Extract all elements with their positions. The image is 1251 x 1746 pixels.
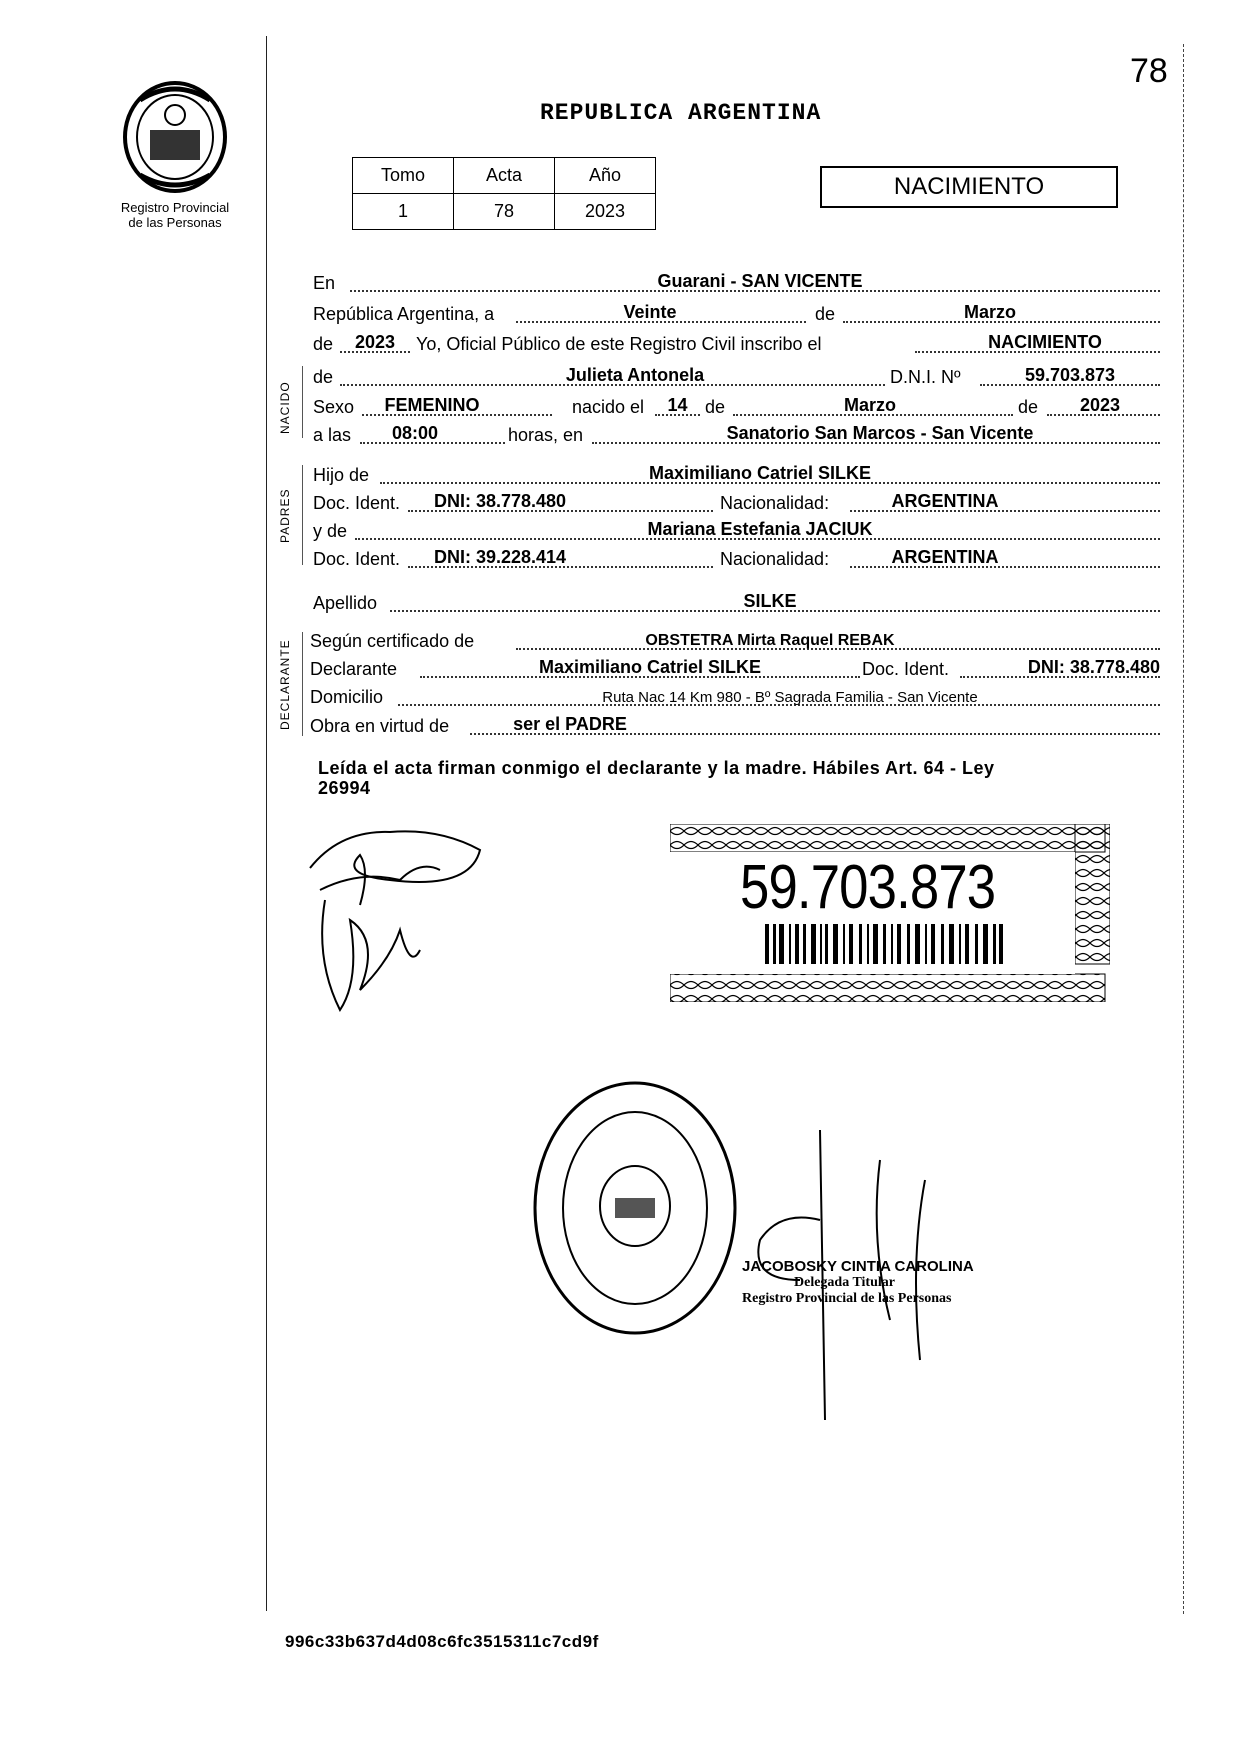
day-words-value: Veinte (623, 302, 677, 322)
row-child-name (310, 364, 1160, 388)
closing-text-line2: 26994 (318, 778, 371, 798)
certificado-label: Según certificado de (310, 631, 475, 651)
row-year (310, 331, 1160, 355)
father-doc-value: DNI: 38.778.480 (433, 491, 567, 511)
left-margin-line (266, 36, 267, 1611)
child-dni-value: 59.703.873 (1024, 365, 1116, 385)
hijo-de-label: Hijo de (313, 465, 370, 485)
de3-label: de (313, 367, 334, 387)
domicilio-value: Ruta Nac 14 Km 980 - Bº Sagrada Familia - San Vicente (602, 689, 978, 706)
nacionalidad2-label: Nacionalidad: (720, 549, 830, 569)
row-mother-doc (310, 546, 1160, 570)
row-obra (310, 713, 1160, 737)
record-header-ano: Año (555, 158, 656, 194)
row-domicilio (310, 684, 1160, 708)
row-time-place (310, 422, 1160, 446)
declarante-value: Maximiliano Catriel SILKE (538, 657, 762, 677)
place-value: Guarani - SAN VICENTE (657, 271, 863, 291)
dni-barcode-label (670, 824, 1110, 1002)
record-type-box: NACIMIENTO (820, 166, 1118, 208)
de-label: de (815, 304, 836, 324)
yo-text: Yo, Oficial Público de este Registro Civil inscribo el (416, 334, 822, 354)
declarante-bar (302, 632, 303, 736)
birth-time-value: 08:00 (391, 423, 439, 443)
sexo-value: FEMENINO (384, 395, 480, 415)
record-table (352, 157, 656, 230)
closing-text-line1: Leída el acta firman conmigo el declarante y la madre. Hábiles Art. 64 - Ley (318, 758, 995, 778)
y-de-label: y de (313, 521, 348, 541)
birth-place-value: Sanatorio San Marcos - San Vicente (726, 423, 1034, 443)
barcode (765, 924, 1005, 964)
obra-label: Obra en virtud de (310, 716, 450, 736)
section-label-nacido: NACIDO (278, 381, 292, 434)
row-place (310, 270, 1160, 294)
record-header-tomo: Tomo (353, 158, 454, 194)
row-father-doc (310, 490, 1160, 514)
official-stamp (530, 1078, 740, 1338)
official-signature-block (742, 1258, 974, 1307)
horas-label: horas, en (508, 425, 584, 445)
official-title: Delegada Titular (794, 1275, 895, 1290)
record-value-tomo: 1 (353, 194, 454, 230)
obra-value: ser el PADRE (513, 714, 627, 734)
inscribo-tipo-value: NACIMIENTO (988, 332, 1102, 352)
row-date (310, 301, 1160, 325)
a-las-label: a las (313, 425, 352, 445)
doc-ident2-label: Doc. Ident. (313, 549, 401, 569)
mother-doc-value: DNI: 39.228.414 (433, 547, 567, 567)
year-value: 2023 (354, 332, 396, 352)
registry-name-line2: de las Personas (128, 215, 222, 230)
republica-label: República Argentina, a (313, 304, 495, 324)
section-label-padres: PADRES (278, 488, 292, 543)
mother-name-value: Mariana Estefania JACIUK (647, 519, 873, 539)
row-mother (310, 518, 1160, 542)
mother-nationality-value: ARGENTINA (891, 547, 999, 567)
father-name-value: Maximiliano Catriel SILKE (648, 463, 872, 483)
record-header-acta: Acta (454, 158, 555, 194)
row-declarante (310, 656, 1160, 680)
child-name-value: Julieta Antonela (565, 365, 705, 385)
row-apellido (310, 590, 1160, 614)
page-number: 78 (1130, 52, 1168, 90)
birth-month-value: Marzo (843, 395, 896, 415)
certificado-value: OBSTETRA Mirta Raquel REBAK (645, 632, 895, 649)
country-title: REPUBLICA ARGENTINA (540, 100, 822, 126)
nacido-el-label: nacido el (572, 397, 645, 417)
closing-text (318, 758, 1148, 798)
doc-ident3-label: Doc. Ident. (862, 659, 950, 679)
padres-bar (302, 465, 303, 565)
en-label: En (313, 273, 336, 293)
father-nationality-value: ARGENTINA (891, 491, 999, 511)
month-value: Marzo (963, 302, 1016, 322)
right-margin-line (1183, 44, 1184, 1614)
birth-year-value: 2023 (1079, 395, 1121, 415)
doc-ident-label: Doc. Ident. (313, 493, 401, 513)
birth-day-value: 14 (667, 395, 688, 415)
declarante-label: Declarante (310, 659, 398, 679)
section-label-declarante: DECLARANTE (278, 639, 292, 730)
dni-label: D.N.I. Nº (890, 367, 961, 387)
record-value-ano: 2023 (555, 194, 656, 230)
de5-label: de (1018, 397, 1039, 417)
document-hash: 996c33b637d4d08c6fc3515311c7cd9f (285, 1632, 599, 1651)
misiones-seal-logo (120, 80, 230, 195)
official-office: Registro Provincial de las Personas (742, 1291, 952, 1306)
sexo-label: Sexo (313, 397, 355, 417)
registry-name (100, 200, 250, 230)
nacionalidad-label: Nacionalidad: (720, 493, 830, 513)
apellido-label: Apellido (313, 593, 378, 613)
row-father (310, 462, 1160, 486)
row-sex-birth (310, 394, 1160, 418)
de4-label: de (705, 397, 726, 417)
apellido-value: SILKE (743, 591, 797, 611)
registry-name-line1: Registro Provincial (120, 200, 230, 215)
row-certificado (310, 628, 1160, 652)
dni-large-number: 59.703.873 (740, 853, 996, 922)
nacido-bar (302, 366, 303, 438)
declarante-doc-value: DNI: 38.778.480 (1027, 657, 1160, 677)
declarant-signatures (300, 810, 500, 1020)
de2-label: de (313, 334, 334, 354)
domicilio-label: Domicilio (310, 687, 384, 707)
official-name: JACOBOSKY CINTIA CAROLINA (742, 1258, 974, 1275)
record-value-acta: 78 (454, 194, 555, 230)
